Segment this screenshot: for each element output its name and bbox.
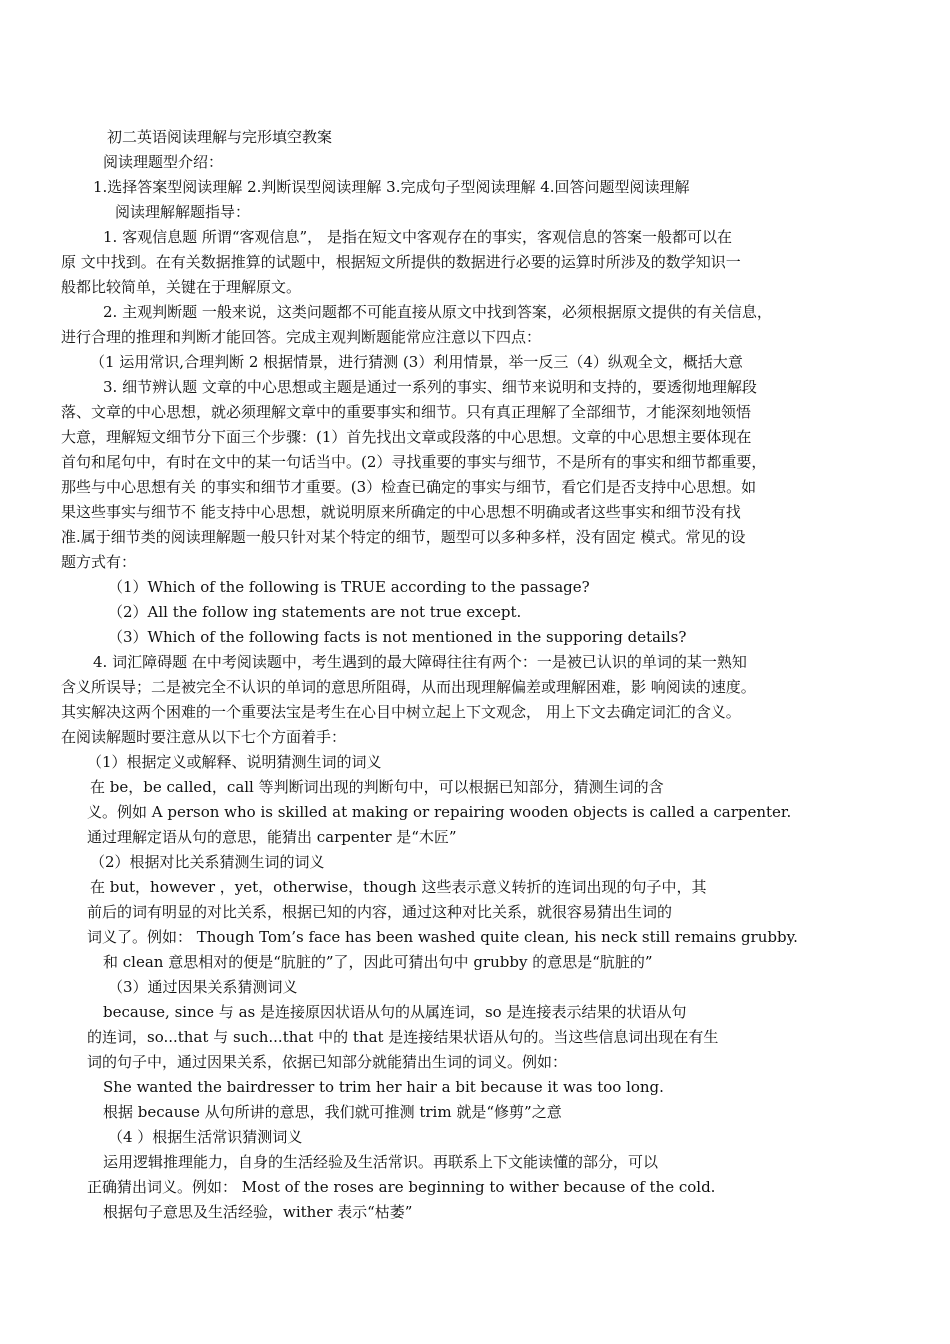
text-line: 在 be，be called，call 等判断词出现的判断句中，可以根据已知部分，猜测生词的含 bbox=[90, 778, 664, 796]
text-line: （1 运用常识,合理判断 2 根据情景，进行猜测 (3）利用情景，举一反三（4）纵观全文，概括大意 bbox=[90, 353, 743, 371]
text-line: 的连词，so...that 与 such...that 中的 that 是连接结果状语从句的。当这些信息词出现在有生 bbox=[87, 1028, 719, 1046]
section-heading: 阅读理解解题指导： bbox=[115, 203, 251, 221]
text-line: 那些与中心思想有关 的事实和细节才重要。(3）检查已确定的事实与细节，看它们是否支持中心思想。如 bbox=[61, 478, 757, 496]
text-line: 其实解决这两个困难的一个重要法宝是考生在心目中树立起上下文观念， 用上下文去确定词汇的含义。 bbox=[61, 703, 741, 721]
text-line: （2）All the follow ing statements are not true except. bbox=[108, 603, 522, 621]
text-line: 根据句子意思及生活经验，wither 表示“枯萎” bbox=[103, 1203, 413, 1221]
text-line: 含义所误导；二是被完全不认识的单词的意思所阻碍，从而出现理解偏差或理解困难，影 响阅读的速度。 bbox=[61, 678, 756, 696]
text-line: 题方式有： bbox=[61, 553, 137, 571]
text-line: 义。例如 A person who is skilled at making or repairing wooden objects is called a carpenter. bbox=[87, 803, 792, 821]
text-line: 在 but，however ，yet，otherwise，though 这些表示意义转折的连词出现的句子中，其 bbox=[90, 878, 707, 896]
text-line: （2）根据对比关系猜测生词的词义 bbox=[90, 853, 325, 871]
text-line: 正确猜出词义。例如： Most of the roses are beginning to wither because of the cold. bbox=[87, 1178, 716, 1196]
text-line: 大意，理解短文细节分下面三个步骤：(1）首先找出文章或段落的中心思想。文章的中心思想主要体现在 bbox=[61, 428, 752, 446]
text-line: 1.选择答案型阅读理解 2.判断误型阅读理解 3.完成句子型阅读理解 4.回答问题型阅读理解 bbox=[93, 178, 690, 196]
text-line: 词的句子中，通过因果关系，依据已知部分就能猜出生词的词义。例如： bbox=[87, 1053, 568, 1071]
text-line: 1. 客观信息题 所谓“客观信息”， 是指在短文中客观存在的事实，客观信息的答案一般都可以在 bbox=[103, 228, 732, 246]
text-line: （1）Which of the following is TRUE according to the passage? bbox=[108, 578, 590, 596]
text-line: 根据 because 从句所讲的意思，我们就可推测 trim 就是“修剪”之意 bbox=[103, 1103, 562, 1121]
text-line: 2. 主观判断题 一般来说，这类问题都不可能直接从原文中找到答案，必须根据原文提供的有关信息， bbox=[103, 303, 772, 321]
text-line: （1）根据定义或解释、说明猜测生词的词义 bbox=[87, 753, 382, 771]
text-line: 词义了。例如： Though Tom’s face has been washed quite clean, his neck still remains grubby. bbox=[87, 928, 798, 946]
text-line: 在阅读解题时要注意从以下七个方面着手： bbox=[61, 728, 347, 746]
text-line: 果这些事实与细节不 能支持中心思想，就说明原来所确定的中心思想不明确或者这些事实和细节没有找 bbox=[61, 503, 741, 521]
text-line: 落、文章的中心思想，就必须理解文章中的重要事实和细节。只有真正理解了全部细节，才能深刻地领悟 bbox=[61, 403, 752, 421]
text-line: 运用逻辑推理能力，自身的生活经验及生活常识。再联系上下文能读懂的部分，可以 bbox=[103, 1153, 659, 1171]
text-line: 和 clean 意思相对的便是“肮脏的”了，因此可猜出句中 grubby 的意思是“肮脏的” bbox=[103, 953, 653, 971]
text-line: 准.属于细节类的阅读理解题一般只针对某个特定的细节，题型可以多种多样，没有固定 模式。常见的设 bbox=[61, 528, 746, 546]
text-line: She wanted the bairdresser to trim her hair a bit because it was too long. bbox=[103, 1078, 664, 1096]
text-line: （4 ）根据生活常识猜测词义 bbox=[108, 1128, 303, 1146]
text-line: （3）Which of the following facts is not mentioned in the supporing details? bbox=[108, 628, 687, 646]
text-line: 前后的词有明显的对比关系，根据已知的内容，通过这种对比关系，就很容易猜出生词的 bbox=[87, 903, 673, 921]
text-line: 首句和尾句中，有时在文中的某一句话当中。(2）寻找重要的事实与细节，不是所有的事实和细节都重要， bbox=[61, 453, 767, 471]
text-line: 般都比较简单，关键在于理解原文。 bbox=[61, 278, 302, 296]
text-line: 进行合理的推理和判断才能回答。完成主观判断题能常应注意以下四点： bbox=[61, 328, 542, 346]
text-line: 通过理解定语从句的意思，能猜出 carpenter 是“木匠” bbox=[87, 828, 457, 846]
text-line: because, since 与 as 是连接原因状语从句的从属连词，so 是连接表示结果的状语从句 bbox=[103, 1003, 687, 1021]
text-line: 原 文中找到。在有关数据推算的试题中，根据短文所提供的数据进行必要的运算时所涉及的数学知识一 bbox=[61, 253, 741, 271]
text-line: （3）通过因果关系猜测词义 bbox=[108, 978, 298, 996]
text-line: 3. 细节辨认题 文章的中心思想或主题是通过一系列的事实、细节来说明和支持的，要透彻地理解段 bbox=[103, 378, 757, 396]
text-line: 4. 词汇障碍题 在中考阅读题中，考生遇到的最大障碍往往有两个：一是被已认识的单词的某一熟知 bbox=[93, 653, 747, 671]
document-title: 初二英语阅读理解与完形填空教案 bbox=[107, 128, 333, 146]
section-heading: 阅读理题型介绍： bbox=[103, 153, 224, 171]
